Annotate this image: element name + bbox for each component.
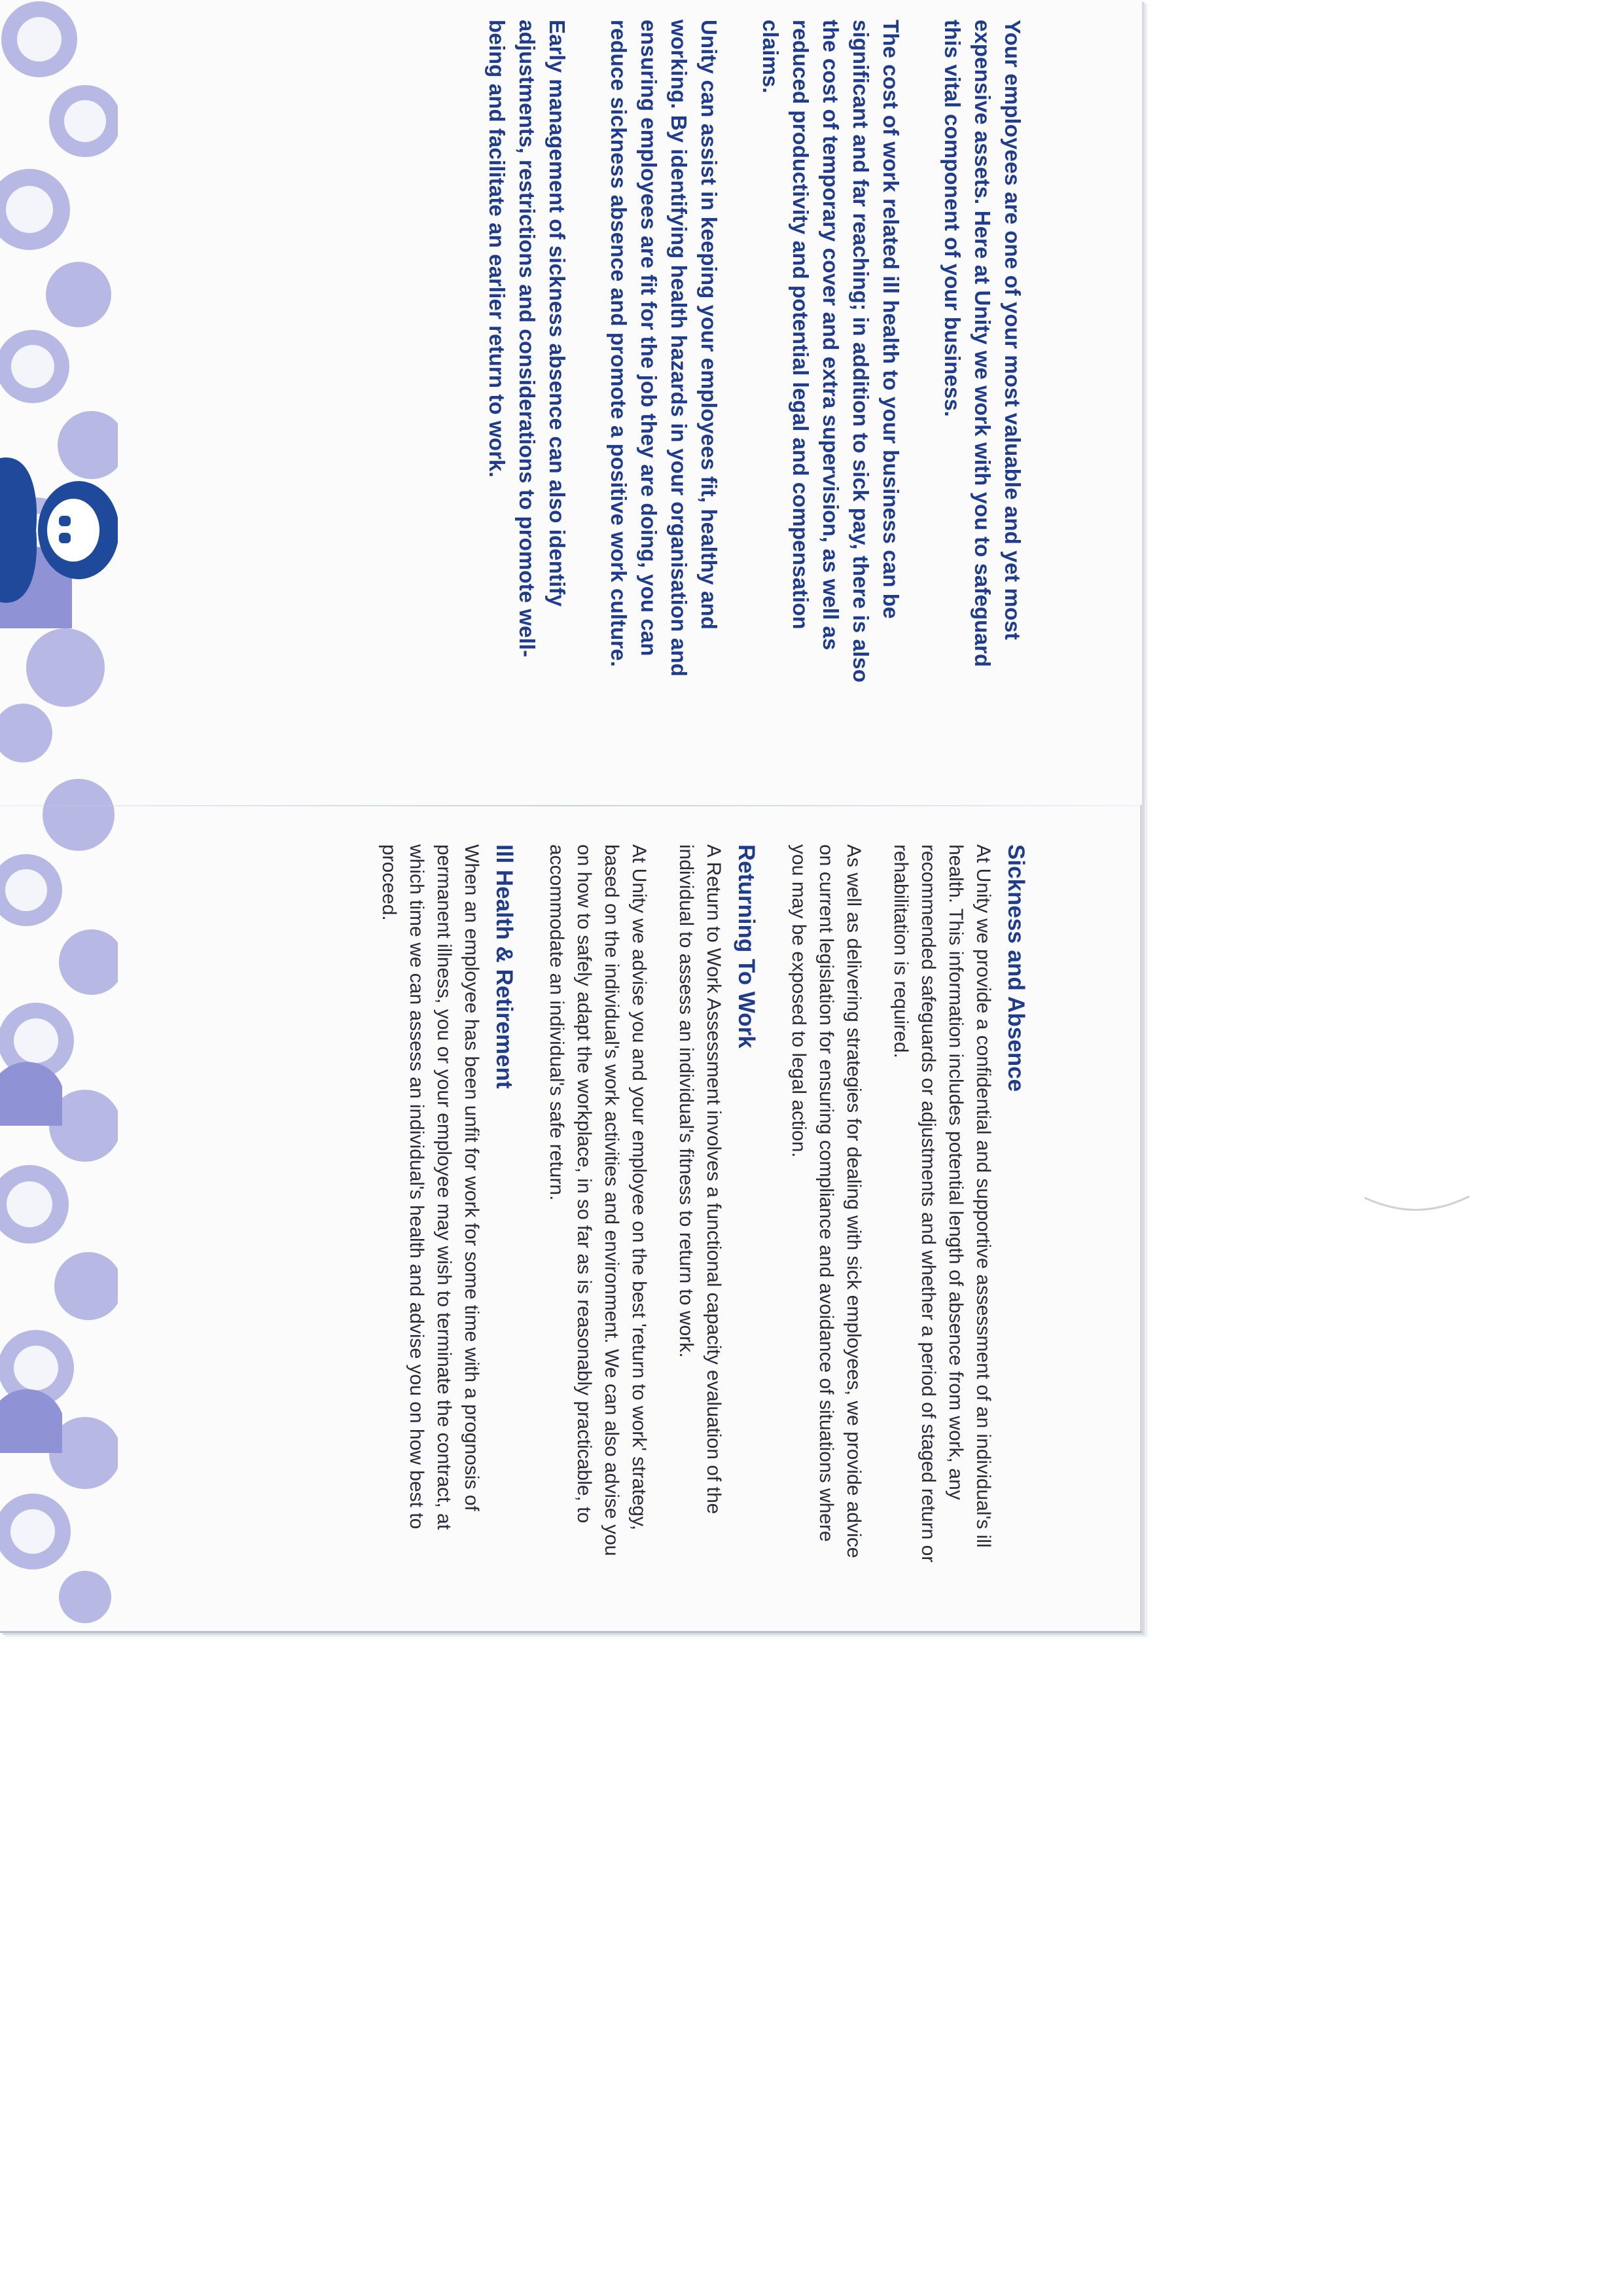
intro-paragraph: Early management of sickness absence can also identify adjustments, restrictions and considerations to promote well-being and facilitate an earlier return to work. [485,20,569,658]
section-sickness-and-absence [785,844,1031,1564]
section-paragraph: At Unity we advise you and your employee on the best 'return to work' strategy, based on the individual's work activities and environment. We can also advise you on how to safely adapt the workplace, in so far as is reasonably practicable, to accommodate an individual's safe return. [546,844,650,1556]
section-paragraph: At Unity we provide a confidential and supportive assessment of an individual's ill health. This information includes potential length of absence from work, any recommended safeguards or adjustments and whether a period of staged return or rehabilitation is required. [890,844,994,1563]
sheet-edge [1140,805,1142,1631]
section-heading: Ill Health & Retirement [491,844,517,1089]
scan-artifact [1361,1191,1472,1217]
intro-paragraph: Your employees are one of your most valuable and yet most expensive assets. Here at Unity we work with you to safeguard this vital component of your business. [940,20,1025,668]
section-heading: Sickness and Absence [1003,844,1029,1092]
section-returning-to-work [543,844,761,1564]
section-ill-health-and-retirement [375,844,519,1564]
section-paragraph: As well as delivering strategies for dealing with sick employees, we provide advice on current legislation for ensuring compliance and avoidance of situations where you may be exposed to legal action. [788,844,865,1558]
intro-paragraph: Unity can assist in keeping your employees fit, healthy and working. By identifying health hazards in your organisation and ensuring employees are fit for the job they are doing, you can reduce sickness absence and promote a positive work culture. [607,20,721,677]
people-silhouettes-icon [0,0,118,1623]
intro-paragraph: The cost of work related ill health to your business can be significant and far reaching; in addition to sick pay, there is also the cost of temporary cover and extra supervision, as well as reduced productivity and potential legal and compensation claims. [758,20,903,683]
section-paragraph: A Return to Work Assessment involves a functional capacity evaluation of the individual to assess an individual's fitness to return to work. [675,844,724,1515]
fold-line [0,805,1142,806]
intro-column [425,20,1027,694]
section-paragraph: When an employee has been unfit for work for some time with a prognosis of permanent illness, you or your employee may wish to terminate the contract, at which time we can assess an individual's health and advise you on how best to proceed. [378,844,482,1530]
section-heading: Returning To Work [734,844,759,1049]
services-column [115,844,1031,1564]
